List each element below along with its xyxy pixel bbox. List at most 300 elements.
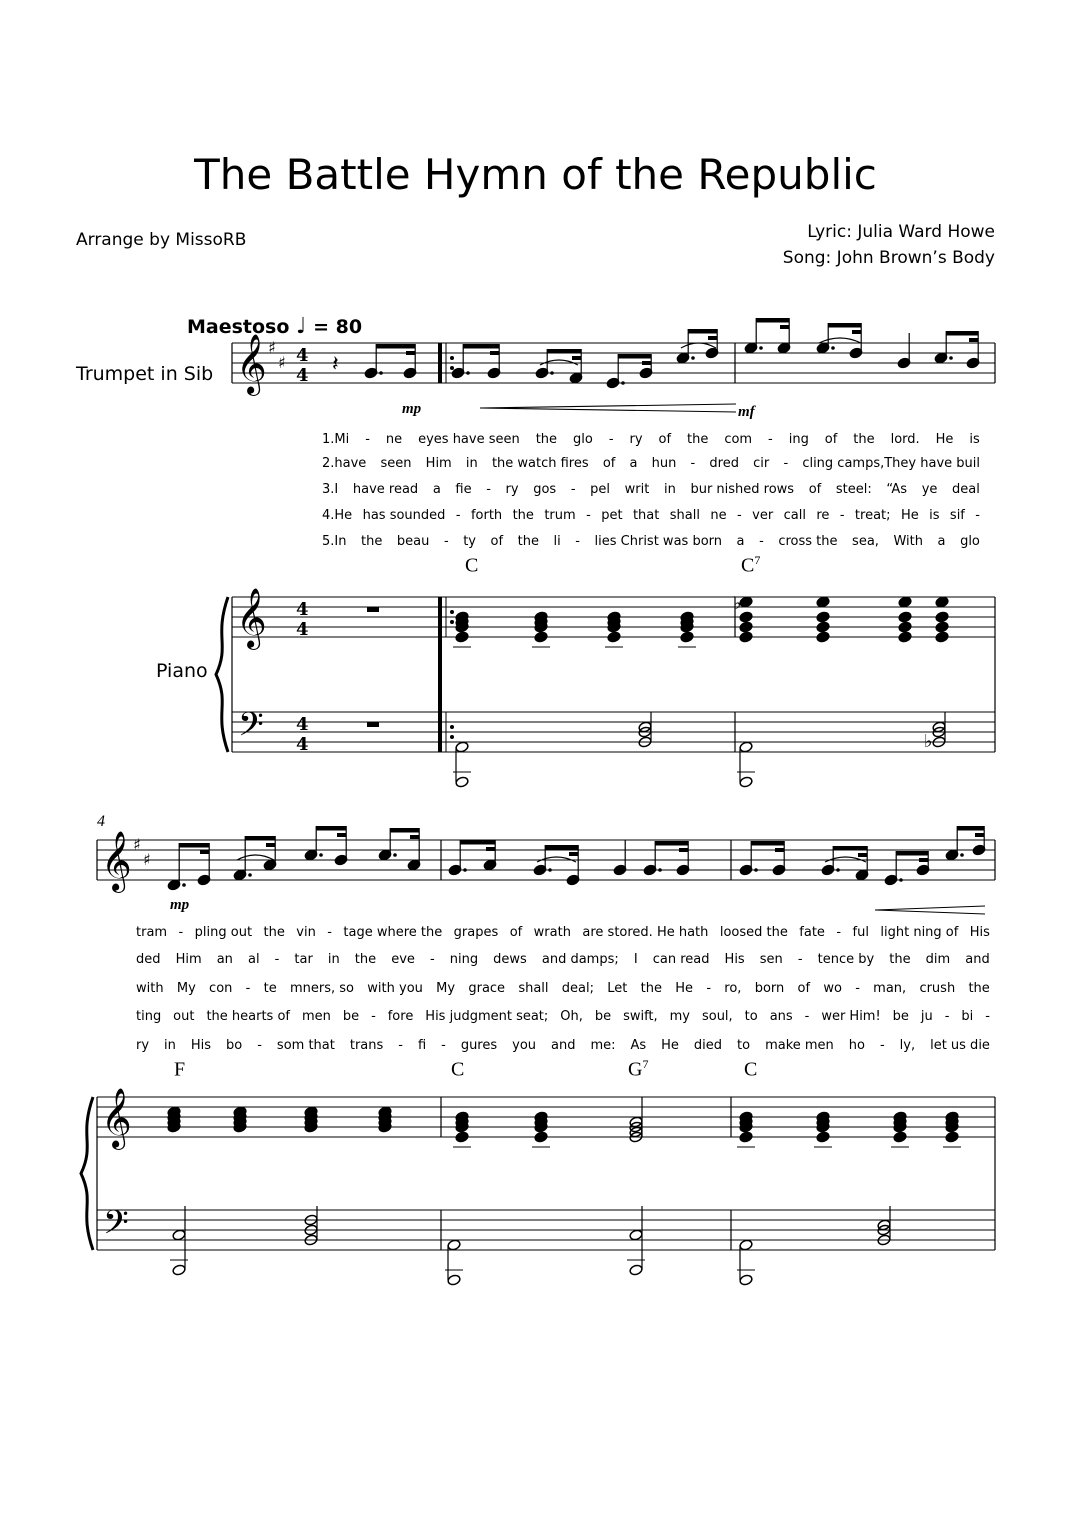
key-sharp-icon: ♯ [143,850,151,869]
lyric-syllable: lies Christ was born [594,534,722,549]
lyric-syllable: I [633,952,638,967]
chord-notehead [893,1131,907,1143]
lyric-syllable: - [486,482,491,497]
note-beam [896,851,928,856]
repeat-barline-thick [438,712,442,752]
lyric-syllable: som that [276,1038,335,1053]
lyric-syllable: His [190,1038,212,1053]
lyric-syllable: and damps; [541,952,619,967]
note-beam [547,349,581,354]
time-signature-bottom: 4 [296,365,309,386]
lyric-syllable: let us die [930,1038,990,1053]
lyric-syllable: the hearts of [206,1009,290,1024]
lyric-syllable: cling camps,They have buil [802,456,980,471]
lyric-syllable: His [969,925,990,940]
note-beam [756,318,789,323]
lyric-syllable: - [441,1038,446,1053]
bass-clef-icon: 𝄢 [238,706,264,752]
chord-notehead [739,1131,753,1143]
lyric-syllable: - [839,508,845,523]
note-sub-beam [490,351,499,355]
note-beam [751,841,784,846]
lyric-syllable: the [517,534,539,549]
lyric-syllable: are stored. He hath [582,925,709,940]
treble-clef-icon: 𝄞 [101,1088,132,1148]
chord-symbol-c-2: C [451,1058,465,1081]
note-beam [460,840,495,845]
chord-notehead [898,596,912,608]
chord-notehead [447,1239,461,1251]
note-sub-beam [410,835,419,839]
note-beam [688,329,717,334]
lyric-syllable: - [975,508,980,523]
lyric-syllable: Oh, [560,1009,583,1024]
lyric-syllable: trum [544,508,576,523]
repeat-dot [450,356,454,360]
repeat-dot [450,735,454,739]
dynamic-mf: mf [738,404,755,420]
lyric-syllable: lord. [890,432,920,447]
note-beam [179,843,209,848]
lyric-syllable: He [661,1038,679,1053]
lyric-syllable: - [257,1038,262,1053]
augmentation-dot [379,371,383,375]
lyric-syllable: me: [590,1038,616,1053]
slur [819,338,861,343]
lyric-syllable: ty [463,534,476,549]
dynamic-mp-1: mp [402,401,422,417]
lyric-syllable: He [900,508,919,523]
lyric-syllable: deal [952,482,980,497]
lyric-syllable: is [929,508,940,523]
lyric-syllable: a [432,482,441,497]
lyric-syllable: 2.have [322,456,367,471]
lyric-syllable: He [675,981,694,996]
lyric-syllable: - [783,456,789,471]
augmentation-dot [658,868,662,872]
lyric-syllable: Him [175,952,202,967]
crescendo-hairpin [480,408,736,412]
lyric-syllable: ne [710,508,727,523]
lyric-syllable: My [176,981,196,996]
repeat-barline-thick [438,343,442,383]
augmentation-dot [754,868,758,872]
lyric-syllable: li [553,534,561,549]
chord-notehead [935,611,949,623]
lyric-syllable: ju [920,1009,933,1024]
song-credit: Song: John Brown’s Body [782,248,995,268]
lyricist-credit: Lyric: Julia Ward Howe [807,222,995,242]
note-beam [946,331,978,336]
lyric-syllable: - [804,1009,810,1024]
note-beam [618,354,651,359]
chord-symbol-c-1: C [465,554,479,577]
lyric-syllable: ry [505,482,519,497]
lyric-syllable: 3.I [322,482,339,497]
lyric-syllable: tar [294,952,313,967]
lyric-syllable: of [808,482,822,497]
chord-notehead [739,621,753,633]
chord-notehead [607,631,621,643]
crescendo-hairpin [875,910,985,914]
lyric-syllable: to [737,1038,751,1053]
lyric-syllable: ans [769,1009,793,1024]
lyric-syllable: of [602,456,616,471]
note-beam [957,826,984,831]
chord-notehead [739,741,753,753]
augmentation-dot [248,873,252,877]
lyric-syllable: shall [669,508,700,523]
lyric-syllable: cross the [778,534,838,549]
lyric-syllable: ne [385,432,403,447]
lyric-syllable: - [706,981,712,996]
lyric-syllable: gures [460,1038,498,1053]
lyric-syllable: ho [848,1038,865,1053]
chord-notehead [455,776,469,788]
lyric-syllable: ded [136,952,161,967]
lyric-syllable: pet [601,508,623,523]
lyric-syllable: With [893,534,923,549]
lyric-syllable: te [263,981,277,996]
augmentation-dot [691,356,695,360]
note-beam [545,845,578,850]
quarter-rest-icon: 𝄽 [332,352,339,377]
lyric-syllable: ry [629,432,643,447]
lyric-syllable: shall [518,981,549,996]
chord-notehead [898,611,912,623]
lyric-syllable: loosed the [719,925,788,940]
note-beam [376,344,415,349]
chord-notehead [629,1264,643,1276]
note-sub-beam [642,361,651,365]
lyric-syllable: the [512,508,534,523]
whole-rest-icon [367,607,379,612]
note-sub-beam [780,325,789,329]
lyric-syllable: you [512,1038,537,1053]
treble-clef-icon: 𝄞 [236,334,267,394]
lyric-syllable: crush [919,981,956,996]
lyric-syllable: - [836,925,842,940]
lyric-syllable: with [136,981,164,996]
lyric-syllable: - [371,1009,376,1024]
chord-symbol-f: F [174,1058,186,1081]
note-beam [463,344,499,349]
treble-clef-icon: 𝄞 [101,831,132,891]
lyric-syllable: al [247,952,260,967]
lyric-syllable: - [690,456,696,471]
lyric-syllable: man, [873,981,907,996]
chord-notehead [816,621,830,633]
augmentation-dot [960,853,964,857]
lyric-syllable: the [687,432,709,447]
lyric-syllable: the [853,432,875,447]
time-signature-top: 4 [296,714,309,735]
lyric-syllable: to [744,1009,758,1024]
lyric-syllable: deal; [561,981,595,996]
lyric-syllable: in [465,456,478,471]
lyric-syllable: forth [470,508,503,523]
treble-clef-icon: 𝄞 [236,588,267,648]
lyric-syllable: trans [349,1038,384,1053]
note-sub-beam [969,338,978,342]
lyric-syllable: swift, [623,1009,658,1024]
lyric-syllable: glo [573,432,593,447]
lyric-syllable: - [570,482,576,497]
lyric-syllable: - [575,534,580,549]
chord-symbol-c-3: C [744,1058,758,1081]
chord-notehead [629,1229,643,1241]
page-title: The Battle Hymn of the Republic [194,150,877,199]
dynamic-mp-2: mp [170,897,190,913]
measure-number: 4 [97,813,105,830]
note-sub-beam [572,356,581,360]
quarter-note-icon: ♩ [296,314,307,339]
lyric-syllable: ye [921,482,938,497]
lyric-syllable: - [768,432,773,447]
lyric-syllable: can read [652,952,710,967]
lyric-syllable: have read [352,482,419,497]
repeat-dot [450,366,454,370]
lyric-syllable: - [178,925,184,940]
chord-notehead [898,631,912,643]
lyric-syllable: - [327,925,332,940]
augmentation-dot [949,356,953,360]
chord-notehead [816,631,830,643]
lyric-syllable: grapes [453,925,499,940]
lyric-syllable: con [209,981,233,996]
note-sub-beam [708,336,717,340]
lyric-syllable: died [693,1038,723,1053]
lyric-syllable: wo [823,981,842,996]
key-sharp-icon: ♯ [278,353,286,372]
lyric-syllable: the [640,981,662,996]
lyric-syllable: tram [136,925,168,940]
lyric-syllable: the [263,925,285,940]
lyric-syllable: mners, so [290,981,355,996]
lyric-syllable: ver [752,508,774,523]
augmentation-dot [319,853,323,857]
lyric-syllable: in [327,952,340,967]
chord-notehead [455,741,469,753]
lyric-syllable: Let [607,981,628,996]
note-sub-beam [975,833,984,837]
lyric-syllable: men [301,1009,331,1024]
lyric-syllable: ro, [724,981,742,996]
trumpet-label-text: Trumpet in Sib [76,363,214,385]
lyric-syllable: born [754,981,785,996]
chord-notehead [447,1274,461,1286]
note-sub-beam [337,833,346,837]
augmentation-dot [621,381,625,385]
lyric-syllable: wrath [533,925,571,940]
lyric-syllable: sen [759,952,783,967]
lyric-syllable: My [436,981,456,996]
lyric-syllable: 5.In [322,534,347,549]
lyric-syllable: a [937,534,946,549]
lyric-syllable: - [245,981,251,996]
lyric-syllable: a [629,456,638,471]
repeat-dot [450,610,454,614]
lyric-syllable: dim [925,952,951,967]
lyric-syllable: and [551,1038,576,1053]
lyric-syllable: - [944,1009,950,1024]
note-sub-beam [679,848,688,852]
lyric-syllable: seen [380,456,412,471]
lyric-syllable: 1.Mi [322,432,350,447]
time-signature-top: 4 [296,599,309,620]
lyric-syllable: that [632,508,660,523]
chord-notehead [534,631,548,643]
lyric-syllable: be [342,1009,360,1024]
chord-symbol-c7: $C^7$ [741,553,761,577]
lyric-syllable: tence by [817,952,875,967]
chord-notehead [534,1131,548,1143]
chord-notehead [172,1264,186,1276]
augmentation-dot [466,371,470,375]
lyric-syllable: a [736,534,745,549]
lyric-syllable: steel: [835,482,872,497]
lyric-syllable: has sounded [362,508,446,523]
lyric-syllable: fie [455,482,472,497]
lyric-syllable: an [216,952,233,967]
chord-notehead [172,1229,186,1241]
lyric-syllable: ing [788,432,809,447]
repeat-barline-thick [438,637,442,712]
note-sub-beam [919,858,928,862]
augmentation-dot [836,868,840,872]
lyric-syllable: vin [296,925,316,940]
note-sub-beam [406,351,415,355]
brace [216,597,228,752]
lyric-syllable: - [608,432,614,447]
lyric-syllable: - [586,508,591,523]
lyric-syllable: of [797,981,811,996]
lyric-syllable: re [816,508,830,523]
lyric-syllable: out [173,1009,195,1024]
lyric-syllable: grace [468,981,506,996]
lyric-syllable: my [669,1009,690,1024]
time-signature-bottom: 4 [296,734,309,755]
lyric-syllable: beau [396,534,430,549]
lyric-syllable: the [354,952,377,967]
augmentation-dot [550,371,554,375]
note-beam [655,841,688,846]
note-beam [390,828,419,833]
flat-icon: ♭ [733,593,742,614]
augmentation-dot [393,853,397,857]
lyric-syllable: hun [651,456,677,471]
note-sub-beam [486,847,495,851]
lyric-syllable: dred [709,456,739,471]
lyric-syllable: with you [367,981,423,996]
lyric-syllable: eve [391,952,415,967]
lyric-syllable: “As [886,482,908,497]
lyric-syllable: fore [387,1009,414,1024]
lyric-syllable: ly, [899,1038,916,1053]
lyric-syllable: and [965,952,990,967]
repeat-dot [450,725,454,729]
chord-notehead [455,1131,469,1143]
lyric-syllable: cir [753,456,770,471]
lyric-syllable: of [824,432,838,447]
note-sub-beam [266,843,275,847]
note-beam [245,836,275,841]
lyric-syllable: pling out [194,925,253,940]
lyric-syllable: in [663,482,676,497]
lyric-syllable: call [783,508,806,523]
brace [81,1097,93,1250]
lyric-syllable: fi [417,1038,427,1053]
lyric-syllable: the [968,981,990,996]
note-beam [833,846,867,851]
chord-notehead [935,631,949,643]
lyric-syllable: - [365,432,370,447]
lyric-syllable: - [879,1038,885,1053]
lyric-syllable: - [398,1038,403,1053]
note-sub-beam [569,852,578,856]
key-sharp-icon: ♯ [268,338,276,357]
chord-notehead [739,1274,753,1286]
repeat-dot [450,620,454,624]
lyric-syllable: in [164,1038,176,1053]
chord-notehead [739,631,753,643]
augmentation-dot [759,346,763,350]
chord-notehead [455,631,469,643]
lyric-syllable: - [985,1009,990,1024]
lyric-syllable: of [509,925,523,940]
lyric-syllable: bi [961,1009,974,1024]
lyric-syllable: ful [852,925,869,940]
chord-notehead [935,596,949,608]
time-signature-top: 4 [296,345,309,366]
arranger-credit: Arrange by MissoRB [76,230,247,250]
whole-rest-icon [367,722,379,727]
chord-notehead [680,631,694,643]
lyric-syllable: - [455,508,461,523]
slur [237,855,274,860]
lyric-syllable: make men [765,1038,834,1053]
lyric-syllable: of [658,432,672,447]
lyric-syllable: - [759,534,764,549]
lyric-syllable: - [737,508,742,523]
note-sub-beam [775,848,784,852]
lyric-syllable: He [935,432,954,447]
note-beam [316,826,346,831]
augmentation-dot [899,878,903,882]
key-sharp-icon: ♯ [133,835,141,854]
lyric-syllable: the watch fires [491,456,589,471]
lyric-syllable: the [535,432,558,447]
lyric-syllable: - [443,534,449,549]
slur [681,343,716,348]
lyric-syllable: - [274,952,280,967]
lyric-syllable: soul, [701,1009,733,1024]
crescendo-hairpin [875,906,985,910]
lyric-syllable: 4.He [322,508,353,523]
lyric-syllable: fate [799,925,825,940]
lyric-syllable: His [724,952,745,967]
lyric-syllable: bo [226,1038,243,1053]
lyric-syllable: glo [960,534,980,549]
augmentation-dot [548,868,552,872]
lyric-syllable: wer Him! [821,1009,881,1024]
augmentation-dot [831,346,835,350]
lyric-syllable: - [855,981,860,996]
chord-notehead [739,776,753,788]
piano-label: Piano [156,660,208,682]
lyric-syllable: Him [425,456,452,471]
note-sub-beam [858,853,867,857]
